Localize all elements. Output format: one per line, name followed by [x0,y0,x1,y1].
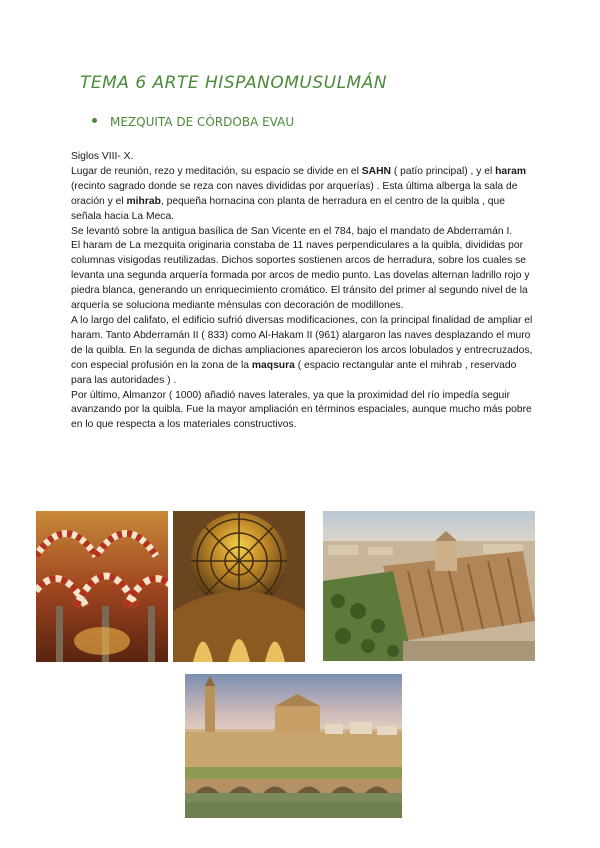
paragraph [71,165,533,225]
text-run: Por último, Almanzor ( 1000) añadió naves laterales, ya que la proximidad del río impedía seguir avanzando por la quibla. Fue la mayor ampliación en términos espaciales, aunque mucho más pobre en lo que respecta a los materiales constructivos. [71,389,532,431]
page-title: TEMA 6 ARTE HISPANOMUSULMÁN [80,73,388,93]
text-run: ( espacio rectangular ante el mihrab , reservado para las autoridades ) . [71,359,517,386]
photo-exterior-river [185,674,402,818]
paragraph [71,225,533,240]
text-run: Se levantó sobre la antigua basílica de San Vicente en el 784, bajo el mandato de Abderramán I. [71,225,513,237]
bold-term: mihrab [126,195,161,207]
section-heading [92,115,294,129]
bold-term: SAHN [361,165,391,177]
text-run: ( patío principal) , y el [390,165,496,177]
text-run: Siglos VIII- X. [71,151,134,162]
text-run: (recinto sagrado donde se reza con naves divididas por arquerías) . Esta última alberga la sala de oración y el [71,180,518,207]
text-run: , pequeña hornacina con planta de herradura en el centro de la quibla , que señala hacia La Meca. [71,195,505,222]
bullet-icon [92,118,97,123]
text-run: El haram de La mezquita originaria constaba de 11 naves perpendiculares a la quibla, divididas por columnas visigodas reutilizadas. Dichos soportes sostienen arcos de herradura, sobre los cuales se levanta una segunda arquería formada por arcos de medio punto. Las dovelas alternan ladrillo rojo y piedra blanca, generando un enriquecimiento cromático. El tránsito del primer al segundo nivel de la arquería se soluciona mediante ménsulas con decoración de modillones. [71,240,530,312]
text-run: A lo largo del califato, el edificio sufrió diversas modificaciones, con la principal finalidad de ampliar el haram. Tanto Abderramán II ( 833) como Al-Hakam II (961) alargaron las naves desplazando el muro de la quibla. En la segunda de dichas ampliaciones aparecieron los arcos lobulados y entrecruzados, con especial profusión en la zona de la [71,314,533,371]
section-heading-text: MEZQUITA DE CÓRDOBA EVAU [110,115,295,129]
body-text [71,150,533,433]
text-run: Lugar de reunión, rezo y meditación, su espacio se divide en el [71,165,362,177]
bold-term: maqsura [251,359,295,371]
photo-interior-arches [36,511,168,662]
paragraph [71,389,533,434]
paragraph [71,239,533,314]
photo-mihrab-dome [173,511,305,662]
photo-aerial-view [323,511,535,661]
paragraph [71,150,533,165]
paragraph [71,314,533,389]
bold-term: haram [495,165,527,177]
